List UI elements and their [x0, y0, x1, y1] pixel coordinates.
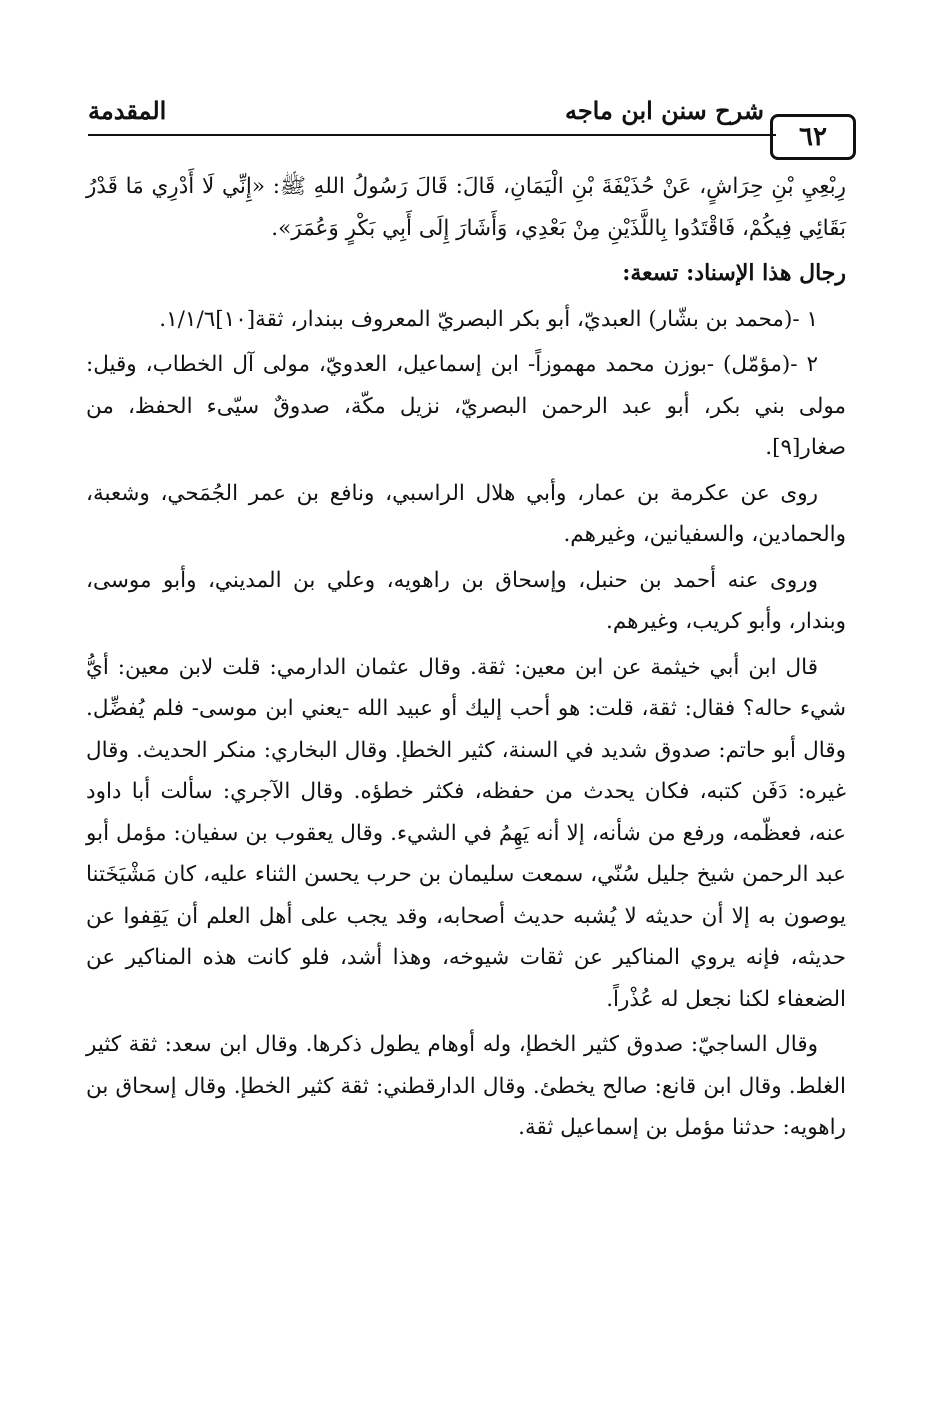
narrator-1-entry: ١ -(محمد بن بشّار) العبديّ، أبو بكر البصريّ المعروف ببندار، ثقة[١٠]١/١/٦.	[159, 306, 818, 332]
narrator-2-entry: ٢ -(مؤمّل) -بوزن محمد مهموزاً- ابن إسماعيل، العدويّ، مولى آل الخطاب، وقيل: مولى بني بكر، أبو عبد الرحمن البصريّ، نزيل مكّة، صدوقٌ سيّىء الحفظ، من صغار[٩].	[86, 352, 846, 460]
running-book-title: شرح سنن ابن ماجه	[564, 96, 764, 125]
narrated-by-paragraph: وروى عنه أحمد بن حنبل، وإسحاق بن راهويه، وعلي بن المديني، وأبو موسى، وبندار، وأبو كريب، وغيرهم.	[86, 567, 846, 634]
rijal-heading: رجال هذا الإسناد: تسعة:	[622, 260, 846, 286]
scholars-opinions-paragraph: قال ابن أبي خيثمة عن ابن معين: ثقة. وقال عثمان الدارمي: قلت لابن معين: أيُّ شيء حاله؟ فقال: ثقة، قلت: هو أحب إليك أو عبيد الله -يعني ابن موسى- فلم يُفضِّل. وقال أبو حاتم: صدوق شديد في السنة، كثير الخطإ. وقال البخاري: منكر الحديث. وقال غيره: دَفَن كتبه، فكان يحدث من حفظه، فكثر خطؤه. وقال الآجري: سألت أبا داود عنه، فعظّمه، ورفع من شأنه، إلا أنه يَهِمُ في الشيء. وقال يعقوب بن سفيان: مؤمل أبو عبد الرحمن شيخ جليل سُنّي، سمعت سليمان بن حرب يحسن الثناء عليه، كان مَشْيَخَتنا يوصون به إلا أن حديثه لا يُشبه حديث أصحابه، وقد يجب على أهل العلم أن يَقِفوا عن حديثه، فإنه يروي المناكير عن ثقات شيوخه، وهذا أشد، فلو كانت هذه المناكير عن الضعفاء لكنا نجعل له عُذْراً.	[86, 654, 846, 1012]
body-text	[86, 166, 846, 1153]
scholars-opinions-paragraph-2: وقال الساجيّ: صدوق كثير الخطإ، وله أوهام يطول ذكرها. وقال ابن سعد: ثقة كثير الغلط. وقال ابن قانع: صالح يخطئ. وقال الدارقطني: ثقة كثير الخطإ. وقال إسحاق بن راهويه: حدثنا مؤمل بن إسماعيل ثقة.	[86, 1032, 846, 1140]
hadith-text: رِبْعِيِ بْنِ حِرَاشٍ، عَنْ حُذَيْفَةَ بْنِ الْيَمَانِ، قَالَ: قَالَ رَسُولُ اللهِ ﷺ: «إِنِّي لَا أَدْرِي مَا قَدْرُ بَقَائِي فِيكُمْ، فَاقْتَدُوا بِاللَّذَيْنِ مِنْ بَعْدِي، وَأَشَارَ إِلَى أَبِي بَكْرٍ وَعُمَرَ».	[86, 174, 846, 241]
header-rule	[88, 134, 776, 136]
page-number: ٦٢	[770, 114, 856, 160]
running-section-title: المقدمة	[88, 96, 167, 125]
narrated-from-paragraph: روى عن عكرمة بن عمار، وأبي هلال الراسبي، ونافع بن عمر الجُمَحي، وشعبة، والحمادين، والسفيانين، وغيرهم.	[86, 480, 846, 547]
